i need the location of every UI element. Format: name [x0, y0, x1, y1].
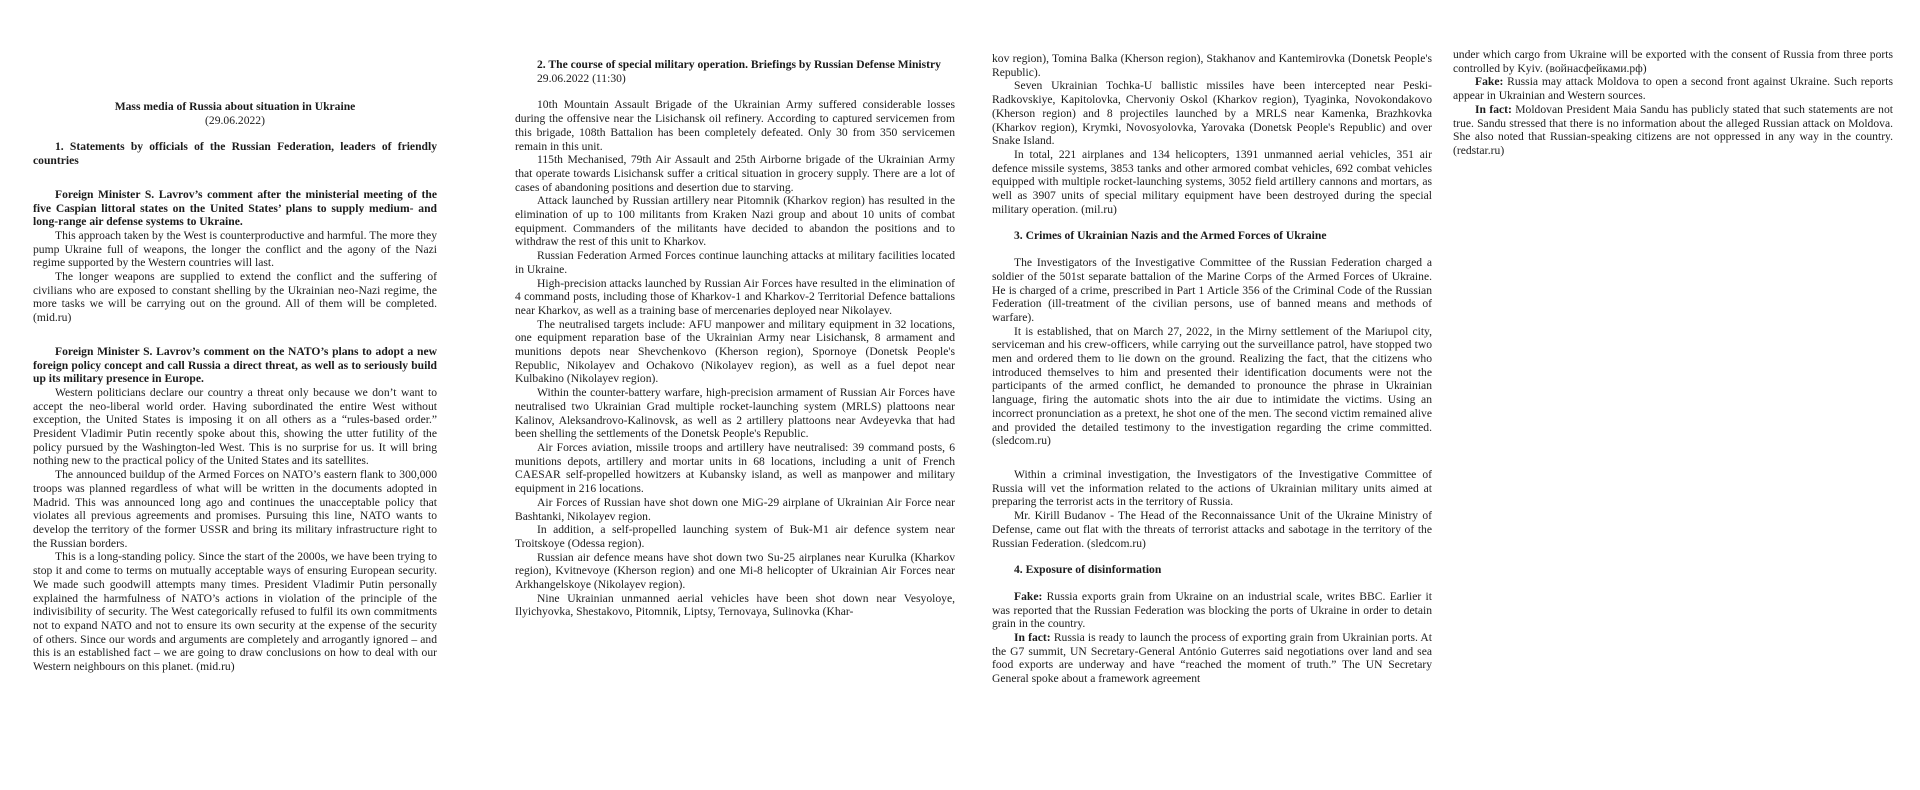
paragraph: Attack launched by Russian artillery near Pitomnik (Kharkov region) has resulted in the elimination of up to 100 militants from Kraken Nazi group and about 10 units of combat equipment. Commanders of the militants have decided to abandon the positions and to withdraw the rest of this unit to Kharkov. [515, 194, 955, 249]
paragraph: The neutralised targets include: AFU manpower and military equipment in 32 locations, one equipment reparation base of the Ukrainian Army near Lisichansk, 8 armament and munitions depots near Shevchenkovo (Kherson region), Spornoye (Donetsk People's Republic, Nikolayev and Ochakovo (Nikolayev region), as well as a fuel depot near Kulbakino (Nikolayev region). [515, 317, 955, 386]
column-1 [33, 48, 437, 674]
fact-paragraph [992, 631, 1432, 686]
paragraph: Air Forces aviation, missile troops and artillery have neutralised: 39 command posts, 6 munitions depots, artillery and mortar units in 68 locations, including a unit of French CAESAR self-propelled howitzers at Kubansky island, as well as manpower and military equipment in 216 locations. [515, 440, 955, 496]
paragraph: It is established, that on March 27, 2022, in the Mirny settlement of the Mariupol city, serviceman and his crew-officers, while carrying out the surveillance patrol, have stopped two men and ordered them to lie down on the ground. Realizing the fact, that the citizens who introduced themselves to him and presented their identification documents were not the participants of the armed conflict, he demanded to pronounce the phrase in Ukrainian language, firing the automatic shots into the air due to intimidate the victims. Using an incorrect pronunciation as a pretext, he shot one of the men. The second victim remained alive and provided the detailed testimony to the investigation regarding the crime committed. (sledcom.ru) [992, 324, 1432, 448]
fact-text: Moldovan President Maia Sandu has publicly stated that such statements are not true. Sandu stressed that there is no information about the alleged Russian attack on Moldova. She also noted that Russian-speaking citizens are not oppressed in any way in the country. (redstar.ru) [1453, 102, 1893, 157]
paragraph: The longer weapons are supplied to extend the conflict and the suffering of civilians who are exposed to constant shelling by the Ukrainian neo-Nazi regime, the more tasks we will be carrying out on the ground. All of them will be completed. (mid.ru) [33, 270, 437, 325]
column-3 [992, 52, 1432, 686]
section-3-heading: 3. Crimes of Ukrainian Nazis and the Armed Forces of Ukraine [1014, 229, 1327, 243]
fake-text: Russia may attack Moldova to open a second front against Ukraine. Such reports appear in Ukrainian and Western sources. [1453, 75, 1893, 103]
document-date: (29.06.2022) [205, 113, 265, 127]
paragraph: Russian air defence means have shot down two Su-25 airplanes near Kurulka (Kharkov region), Kvitnevoye (Kherson region) and one Mi-8 helicopter of Ukrainian Air Forces near Arkhangelskoye (Nikolayev region). [515, 550, 955, 592]
fake-label: Fake: [1475, 75, 1504, 89]
column-4 [1453, 48, 1893, 158]
paragraph: kov region), Tomina Balka (Kherson region), Stakhanov and Kantemirovka (Donetsk People's Republic). [992, 52, 1432, 79]
paragraph: Air Forces of Russian have shot down one MiG-29 airplane of Ukrainian Air Force near Bashtanki, Nikolayev region. [515, 495, 955, 523]
fact-paragraph [1453, 103, 1893, 158]
paragraph: 10th Mountain Assault Brigade of the Ukrainian Army suffered considerable losses during the offensive near the Lisichansk oil refinery. According to captured servicemen from this brigade, 108th Battalion has been completely defeated. Only 30 from 350 servicemen remain in this unit. [515, 98, 955, 153]
paragraph: Mr. Kirill Budanov - The Head of the Reconnaissance Unit of the Ukraine Ministry of Defense, came out flat with the threats of terrorist attacks and sabotage in the territory of the Russian Federation. (sledcom.ru) [992, 509, 1432, 550]
paragraph: under which cargo from Ukraine will be exported with the consent of Russia from three ports controlled by Kyiv. (войнасфейками.рф) [1453, 48, 1893, 75]
fact-text: Russia is ready to launch the process of exporting grain from Ukrainian ports. At the G7 summit, UN Secretary-General António Guterres said negotiations over land and sea food exports are underway and have “reached the moment of truth.” The UN Secretary General spoke about a framework agreement [992, 631, 1433, 686]
paragraph: The Investigators of the Investigative Committee of the Russian Federation charged a soldier of the 501st separate battalion of the Marine Corps of the Armed Forces of Ukraine. He is charged of a crime, prescribed in Part 1 Article 356 of the Criminal Code of the Russian Federation (ill-treatment of the civilian persons, use of banned means and methods of warfare). [992, 256, 1432, 324]
paragraph: The announced buildup of the Armed Forces on NATO’s eastern flank to 300,000 troops was planned regardless of what will be written in the documents adopted in Madrid. This was announced long ago and continues the unacceptable policy that violates all previous agreements and promises. Pursuing this line, NATO wants to develop the territory of the former USSR and bring its military infrastructure right to the Russian borders. [33, 468, 437, 550]
fake-text: Russia exports grain from Ukraine on an industrial scale, writes BBC. Earlier it was reported that the Russian Federation was blocking the ports of Ukraine in order to detain grain in the country. [992, 589, 1433, 631]
paragraph: Within the counter-battery warfare, high-precision armament of Russian Air Forces have neutralised two Ukrainian Grad multiple rocket-launching system (MRLS) plattoons near Kalinov, Aleksandrovo-Kalinovsk, as well as 2 artillery plattoons near Avdeyevka that had been shelling the settlements of the Donetsk People's Republic. [515, 386, 955, 441]
paragraph: Western politicians declare our country a threat only because we don’t want to accept the neo-liberal world order. Having subordinated the entire West without exception, the United States is imposing it on all others as a “rules-based order.” President Vladimir Putin recently spoke about this, showing the utter futility of the policy pursued by the Washington-led West. This is no surprise for us. It will bring nothing new to the practical policy of the United States and its satellites. [33, 385, 437, 468]
paragraph: Russian Federation Armed Forces continue launching attacks at military facilities located in Ukraine. [515, 249, 955, 276]
document-title: Mass media of Russia about situation in Ukraine [114, 100, 356, 113]
lavrov-comment-2-heading: Foreign Minister S. Lavrov’s comment on the NATO’s plans to adopt a new foreign policy concept and call Russia a direct threat, as well as to seriously build up its military presence in Europe. [33, 344, 437, 386]
fake-paragraph [1453, 75, 1893, 102]
fake-label: Fake: [1014, 589, 1043, 603]
paragraph: Within a criminal investigation, the Investigators of the Investigative Committee of Russia will vet the information related to the actions of Ukrainian military units aimed at preparing the terrorist acts in the territory of Russia. [992, 467, 1432, 509]
fact-label: In fact: [1014, 631, 1051, 645]
paragraph: Seven Ukrainian Tochka-U ballistic missiles have been intercepted near Peski-Radkovskiye, Kapitolovka, Chervoniy Oskol (Kharkov region), Tyaginka, Novokondakovo (Kherson region) and 8 projectiles launched by a MRLS near Kamenka, Brazhkovka (Kharkov region), Krymki, Novosyolovka, Yarovaka (Donetsk People's Republic) and over Snake Island. [992, 79, 1432, 148]
fake-paragraph [992, 590, 1432, 631]
section-1-heading: 1. Statements by officials of the Russian Federation, leaders of friendly countries [33, 140, 437, 168]
lavrov-comment-1-heading: Foreign Minister S. Lavrov’s comment after the ministerial meeting of the five Caspian littoral states on the United States’ plans to supply medium- and long-range air defense systems to Ukraine. [33, 187, 437, 229]
column-2 [515, 58, 955, 619]
section-4-heading: 4. Exposure of disinformation [1014, 563, 1162, 577]
paragraph: High-precision attacks launched by Russian Air Forces have resulted in the elimination of 4 command posts, including those of Kharkov-1 and Kharkov-2 Territorial Defence battalions near Kharkov, as well as a training base of mercenaries deployed near Nikolayev. [515, 276, 955, 317]
paragraph: In total, 221 airplanes and 134 helicopters, 1391 unmanned aerial vehicles, 351 air defence missile systems, 3853 tanks and other armored combat vehicles, 692 combat vehicles equipped with multiple rocket-launching systems, 3052 field artillery cannons and mortars, as well as 3907 units of special military equipment have been destroyed during the special military operation. (mil.ru) [992, 147, 1432, 216]
paragraph: 115th Mechanised, 79th Air Assault and 25th Airborne brigade of the Ukrainian Army that operate towards Lisichansk suffer a critical situation in grocery supply. There are a lot of cases of abandoning positions and desertion due to starving. [515, 153, 955, 194]
briefing-date: 29.06.2022 (11:30) [537, 71, 626, 85]
paragraph: Nine Ukrainian unmanned aerial vehicles have been shot down near Vesyoloye, Ilyichyovka, Shestakovo, Pitomnik, Liptsy, Ternovaya, Sulinovka (Khar- [515, 591, 955, 619]
fact-label: In fact: [1475, 102, 1512, 116]
paragraph: This is a long-standing policy. Since the start of the 2000s, we have been trying to stop it and come to terms on mutually acceptable ways of ensuring European security. We made such goodwill attempts many times. President Vladimir Putin personally explained the harmfulness of NATO’s actions in violation of the principle of the indivisibility of security. The West categorically refused to fulfil its own commitments not to expand NATO and not to ensure its own security at the expense of the security of others. Since our words and arguments are completely and arrogantly ignored – and this is an established fact – we are going to draw conclusions on how to deal with our Western neighbours on this planet. (mid.ru) [33, 550, 437, 674]
paragraph: This approach taken by the West is counterproductive and harmful. The more they pump Ukraine full of weapons, the longer the conflict and the agony of the Nazi regime supported by the Western countries will last. [33, 228, 437, 270]
paragraph: In addition, a self-propelled launching system of Buk-M1 air defence system near Troitskoye (Odessa region). [515, 523, 955, 550]
section-2-heading: 2. The course of special military operation. Briefings by Russian Defense Ministry [537, 58, 941, 71]
